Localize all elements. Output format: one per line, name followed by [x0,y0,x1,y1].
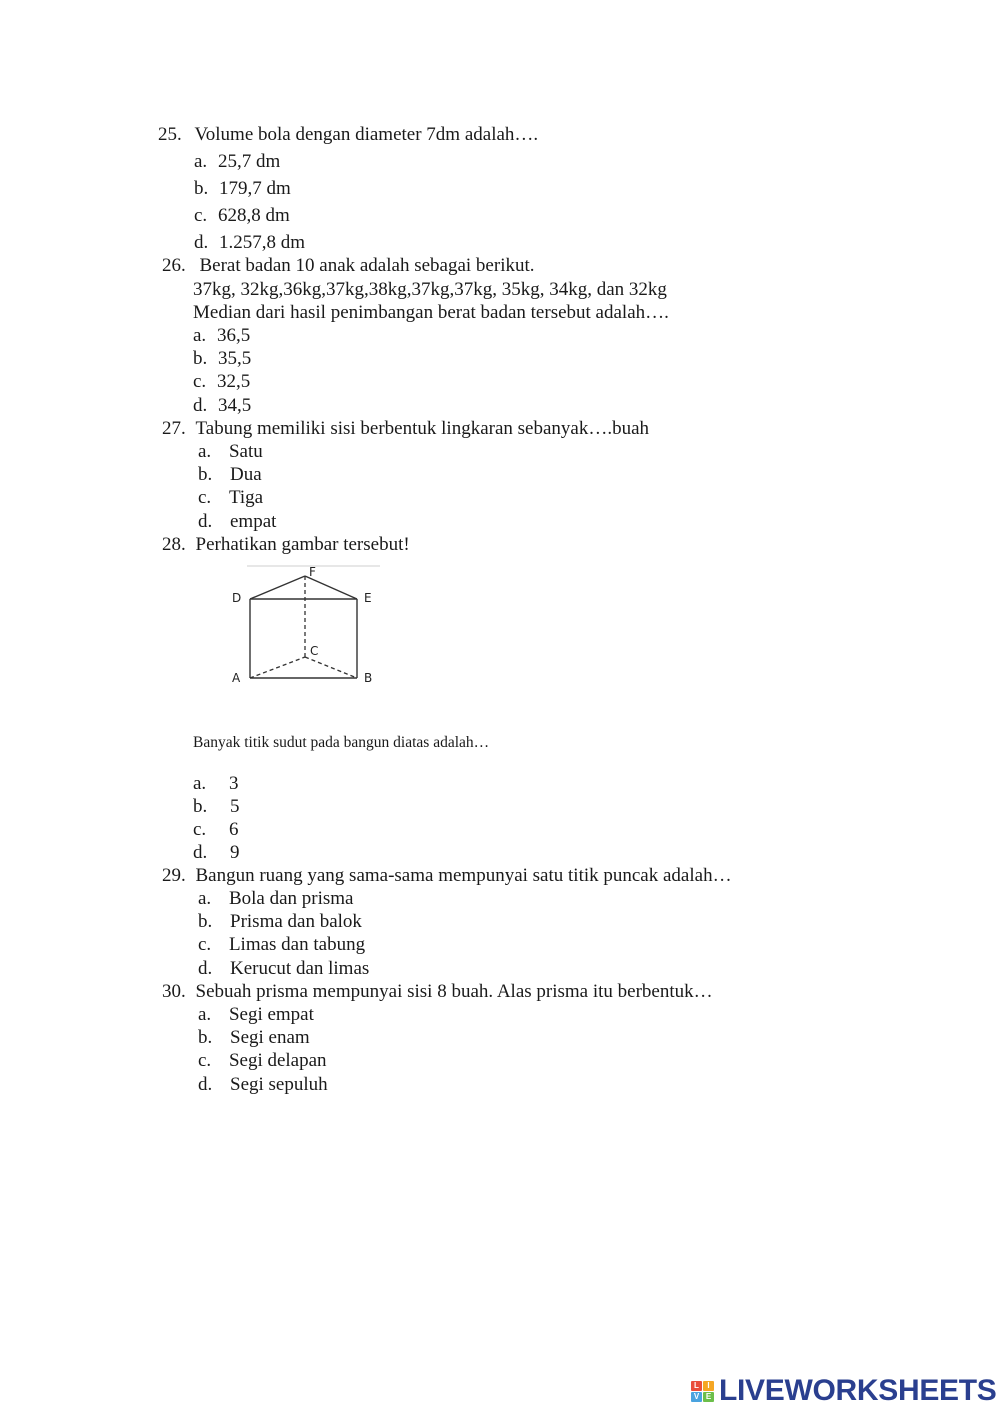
option-d[interactable] [194,233,305,252]
option-text: Segi empat [228,1004,314,1025]
question-number: 26. [162,255,186,276]
option-letter: b. [198,911,213,932]
option-text: Kerucut dan limas [230,958,370,979]
option-letter: b. [193,796,208,817]
liveworksheets-mark-icon [691,1381,715,1403]
question-text: Berat badan 10 anak adalah sebagai berikut. [199,255,535,276]
edge-ac-hidden [250,657,305,678]
question-number: 29. [162,865,186,886]
mark-tile: L [691,1381,702,1391]
option-letter: b. [194,178,209,199]
option-text: Segi sepuluh [230,1074,328,1095]
option-letter: c. [193,819,207,840]
option-text: 3 [228,773,239,794]
option-b[interactable] [194,179,291,198]
question-number: 28. [162,534,186,555]
option-text: 1.257,8 dm [219,232,306,253]
option-d[interactable] [198,1075,328,1094]
option-text: 179,7 dm [219,178,291,199]
option-letter: a. [198,441,212,462]
question-text: Sebuah prisma mempunyai sisi 8 buah. Alas prisma itu berbentuk… [195,981,713,1002]
option-text: 5 [230,796,240,817]
option-d[interactable] [193,843,240,862]
option-letter: c. [194,205,208,226]
option-text: Tiga [228,487,264,508]
question-text: Bangun ruang yang sama-sama mempunyai satu titik puncak adalah… [195,865,732,886]
option-text: 25,7 dm [217,151,281,172]
mark-tile: V [691,1392,702,1402]
option-text: 32,5 [216,371,251,392]
option-a[interactable] [193,326,250,345]
edge-fe [305,576,357,599]
option-c[interactable] [198,488,263,507]
liveworksheets-logo[interactable] [691,1374,997,1407]
option-letter: c. [198,487,212,508]
question-26 [162,256,535,275]
option-letter: a. [198,1004,212,1025]
option-a[interactable] [198,889,353,908]
option-letter: c. [198,934,212,955]
question-28 [162,535,410,554]
option-letter: d. [198,1074,213,1095]
brand-name: LIVEWORKSHEETS [719,1374,997,1407]
option-letter: b. [193,348,208,369]
vertex-label-d: D [232,591,242,605]
option-b[interactable] [193,797,240,816]
option-text: Satu [228,441,263,462]
option-c[interactable] [193,372,250,391]
question-text: Tabung memiliki sisi berbentuk lingkaran sebanyak….buah [195,418,650,439]
question-28-caption: Banyak titik sudut pada bangun diatas adalah… [193,734,490,751]
option-letter: b. [198,1027,213,1048]
prism-figure [225,562,390,692]
option-letter: a. [193,773,207,794]
option-d[interactable] [198,959,369,978]
vertex-label-c: C [310,644,319,658]
option-a[interactable] [198,442,263,461]
option-letter: c. [193,371,207,392]
option-letter: a. [193,325,207,346]
option-letter: d. [193,395,208,416]
question-30 [162,982,713,1001]
option-c[interactable] [198,1051,327,1070]
option-letter: c. [198,1050,212,1071]
question-text: Perhatikan gambar tersebut! [195,534,410,555]
mark-tile: I [703,1381,714,1391]
option-letter: b. [198,464,213,485]
option-letter: d. [194,232,209,253]
question-26-data: 37kg, 32kg,36kg,37kg,38kg,37kg,37kg, 35kg, 34kg, dan 32kg [193,279,667,300]
vertex-label-a: A [232,671,241,685]
question-25 [158,125,538,144]
question-text: Volume bola dengan diameter 7dm adalah…. [194,124,539,145]
option-text: Limas dan tabung [228,934,366,955]
edge-bc-hidden [305,657,357,678]
question-27 [162,419,649,438]
question-number: 25. [158,124,182,145]
edge-df [250,576,305,599]
option-text: 9 [230,842,240,863]
option-text: Dua [230,464,262,485]
question-29 [162,866,732,885]
vertex-label-b: B [364,671,373,685]
option-letter: d. [198,958,213,979]
option-c[interactable] [198,935,365,954]
option-c[interactable] [193,820,238,839]
option-a[interactable] [194,152,280,171]
option-d[interactable] [198,512,276,531]
vertex-label-f: F [309,565,316,579]
option-letter: a. [194,151,208,172]
question-26-prompt: Median dari hasil penimbangan berat badan tersebut adalah…. [193,302,669,323]
vertex-label-e: E [364,591,372,605]
option-text: Bola dan prisma [228,888,354,909]
option-b[interactable] [198,1028,310,1047]
option-b[interactable] [198,465,262,484]
option-letter: d. [198,511,213,532]
option-text: Segi enam [230,1027,310,1048]
option-text: 6 [228,819,239,840]
option-b[interactable] [198,912,362,931]
mark-tile: E [703,1392,714,1402]
option-letter: a. [198,888,212,909]
option-a[interactable] [193,774,238,793]
question-number: 30. [162,981,186,1002]
option-text: Segi delapan [228,1050,327,1071]
option-b[interactable] [193,349,251,368]
question-number: 27. [162,418,186,439]
option-d[interactable] [193,396,251,415]
option-text: Prisma dan balok [230,911,362,932]
option-text: 35,5 [218,348,252,369]
option-text: 34,5 [218,395,252,416]
option-letter: d. [193,842,208,863]
option-c[interactable] [194,206,290,225]
option-a[interactable] [198,1005,314,1024]
option-text: empat [230,511,277,532]
option-text: 36,5 [216,325,251,346]
option-text: 628,8 dm [217,205,290,226]
